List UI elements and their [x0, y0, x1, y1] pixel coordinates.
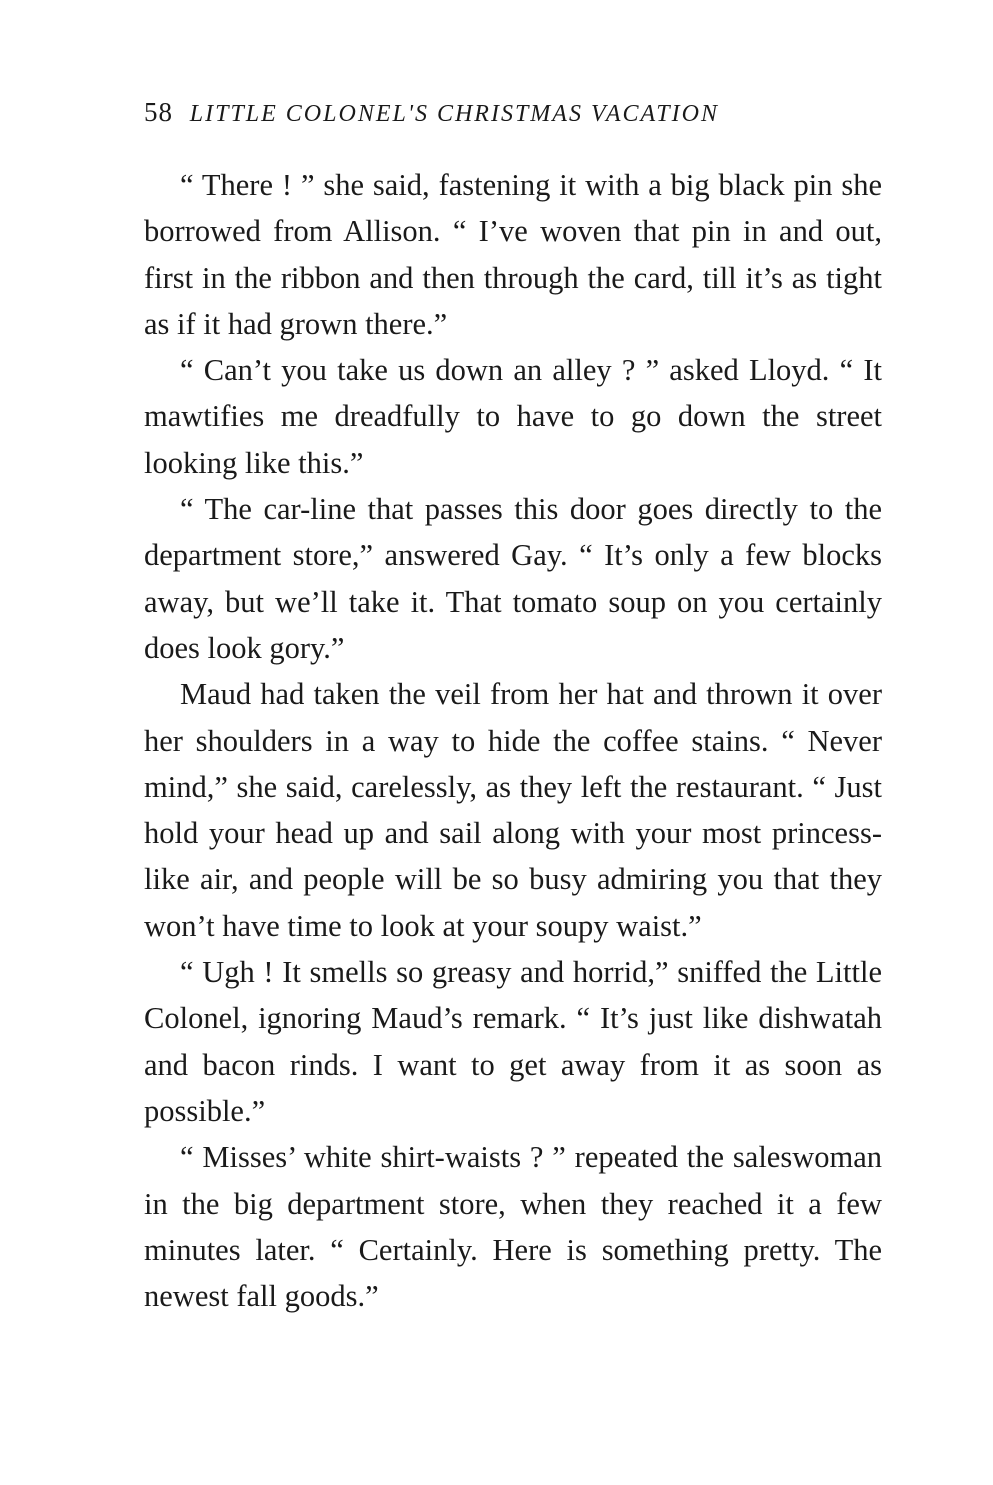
body-text: [144, 162, 882, 1319]
paragraph: “ The car-line that passes this door goes directly to the department store,” answered Gay. “ It’s only a few blocks away, but we’ll take it. That tomato soup on you certainly does look gory.”: [144, 492, 882, 665]
paragraph: “ There ! ” she said, fastening it with a big black pin she borrowed from Allison. “ I’ve woven that pin in and out, first in the ribbon and then through the card, till it’s as tight as if it had grown there.”: [144, 168, 882, 341]
paragraph: “ Ugh ! It smells so greasy and horrid,” sniffed the Little Colonel, ignoring Maud’s remark. “ It’s just like dishwatah and bacon rinds. I want to get away from it as soon as possible.”: [144, 955, 882, 1128]
paragraph: Maud had taken the veil from her hat and thrown it over her shoulders in a way to hide the coffee stains. “ Never mind,” she said, carelessly, as they left the restaurant. “ Just hold your head up and sail along with your most princess-like air, and people will be so busy admiring you that they won’t have time to look at your soupy waist.”: [144, 677, 882, 943]
running-title: LITTLE COLONEL'S CHRISTMAS VACATION: [189, 101, 719, 127]
running-head: [144, 92, 864, 132]
paragraph: “ Misses’ white shirt-waists ? ” repeated the saleswoman in the big department store, when they reached it a few minutes later. “ Certainly. Here is something pretty. The newest fall goods.”: [144, 1140, 882, 1314]
paragraph: “ Can’t you take us down an alley ? ” asked Lloyd. “ It mawtifies me dreadfully to have to go down the street looking like this.”: [144, 353, 882, 480]
page-number: 58: [144, 97, 173, 127]
